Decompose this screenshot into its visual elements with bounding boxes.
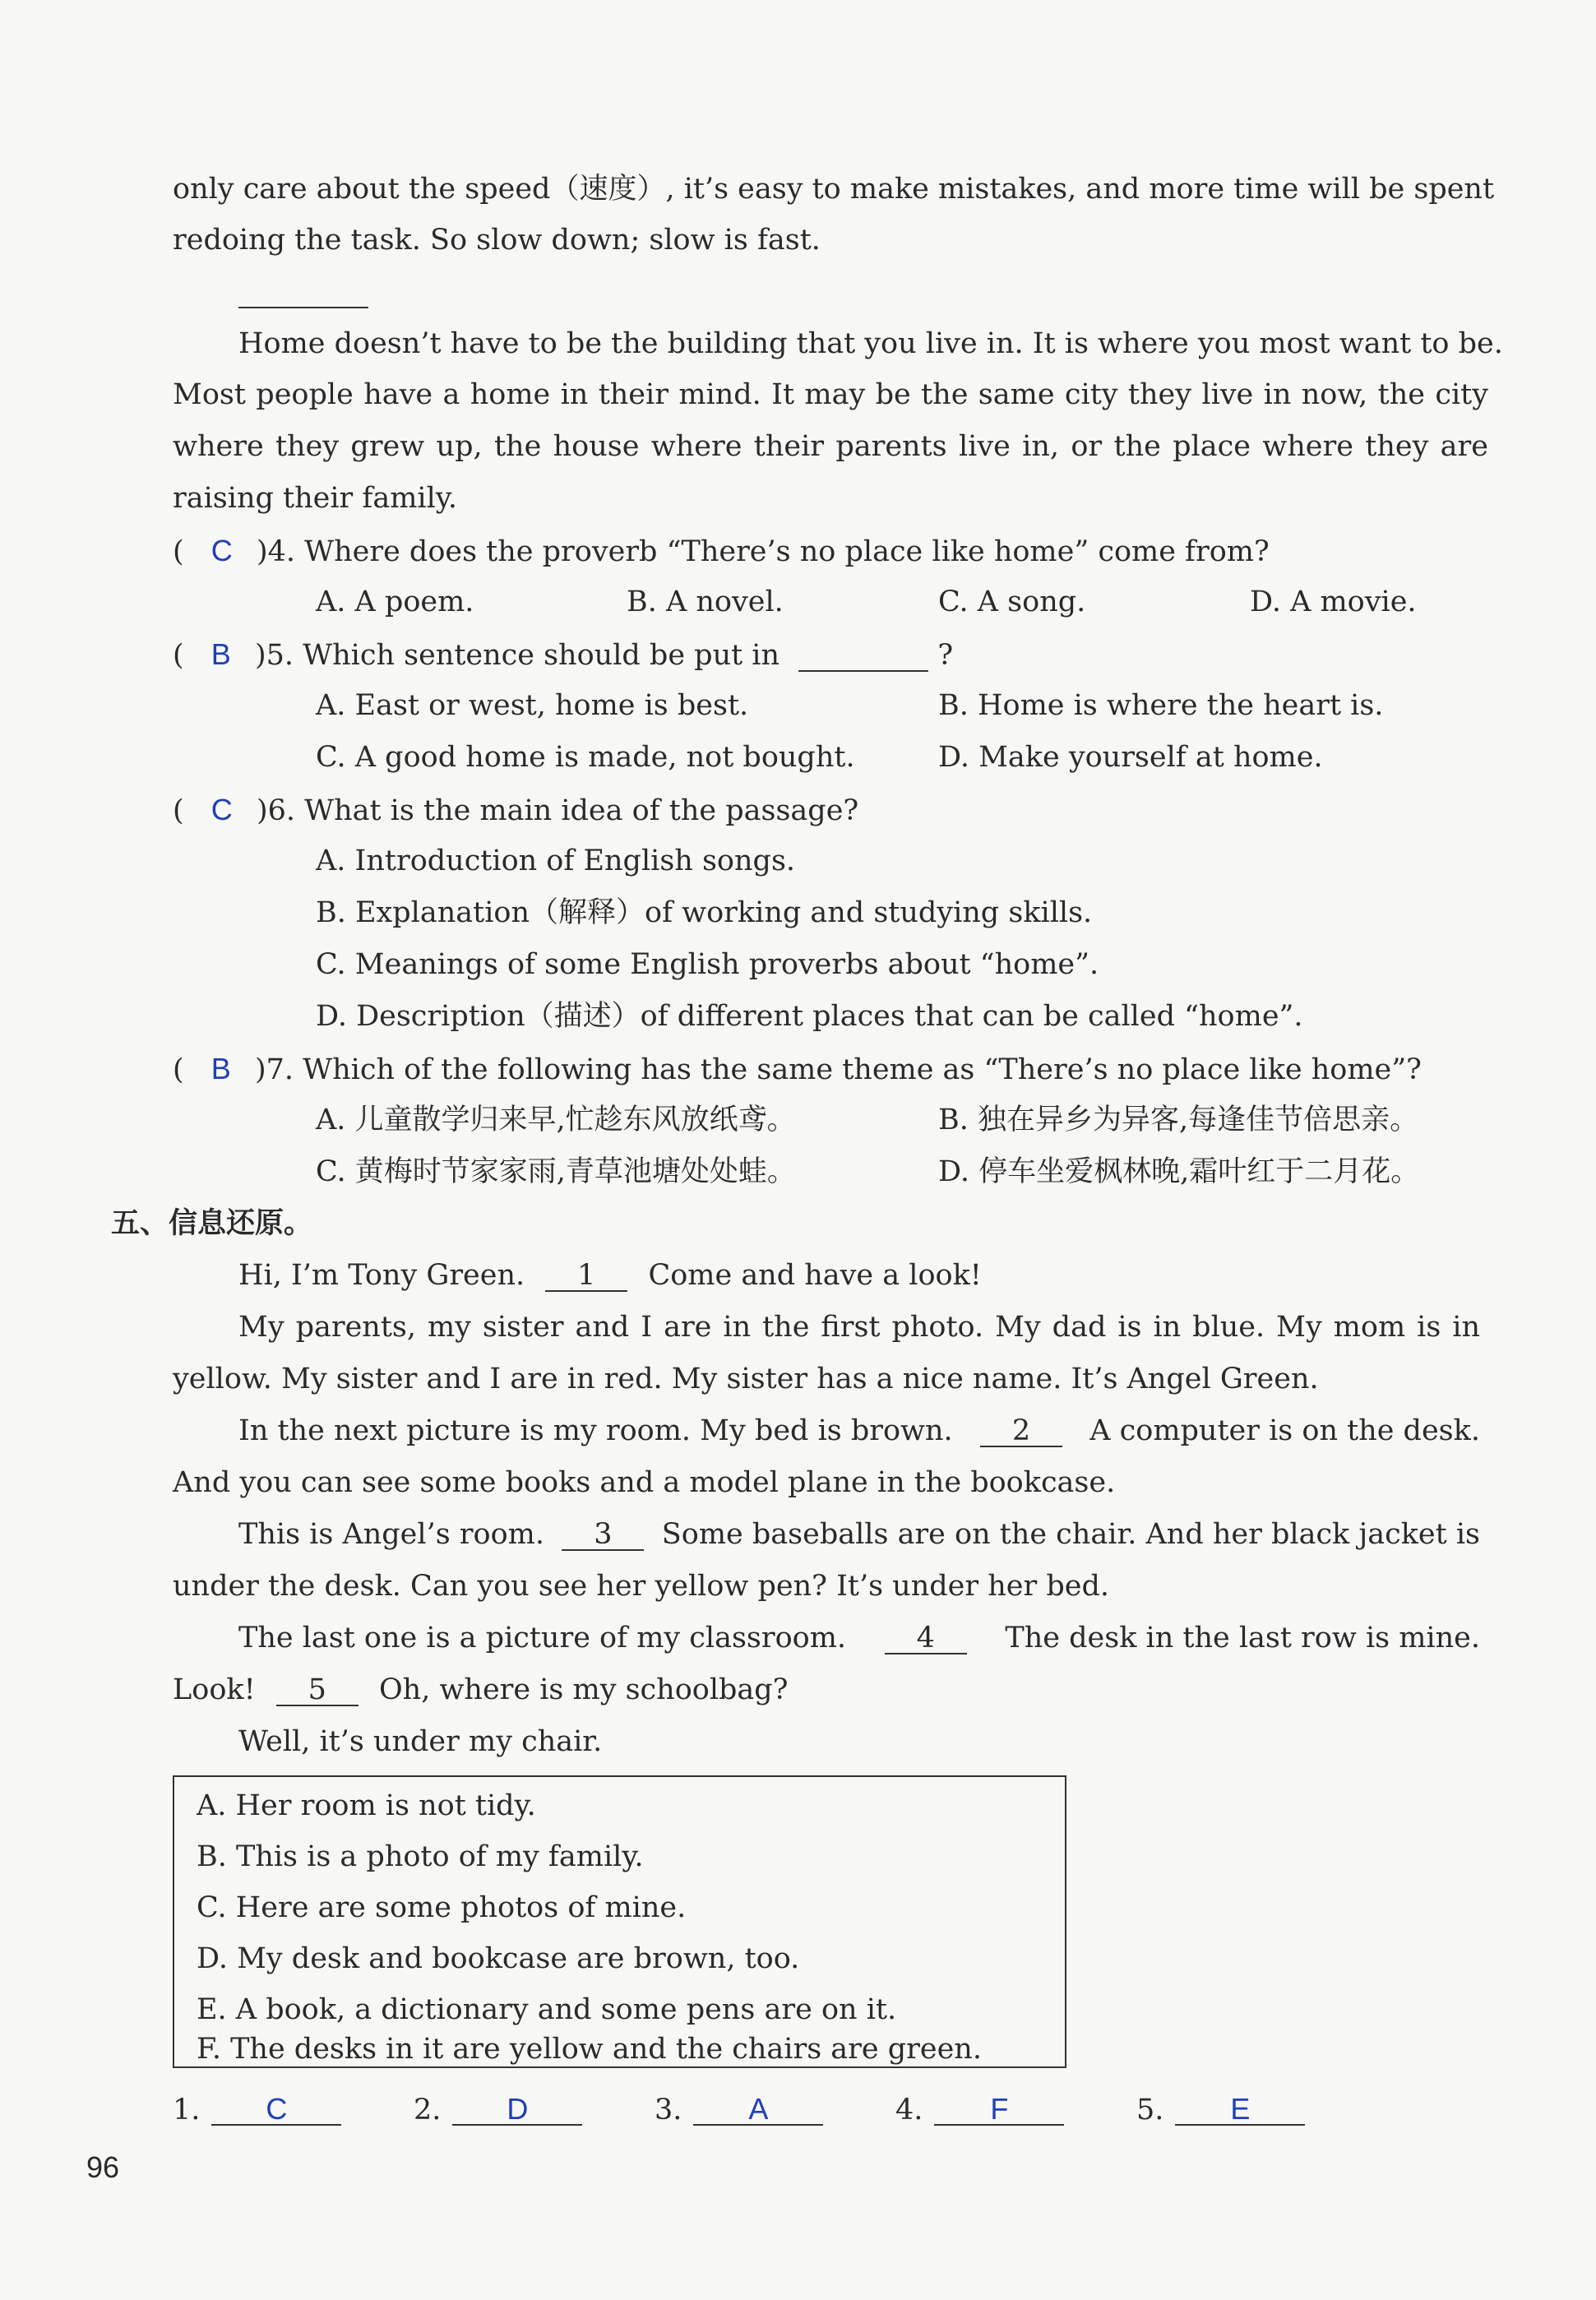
answer-slot-5-number: 5. (1136, 2094, 1164, 2126)
s5-paragraph-1 (238, 1261, 982, 1292)
q7-option-b: B. 独在异乡为异客,每逢佳节倍思亲。 (938, 1104, 1419, 1136)
box-option-f: F. The desks in it are yellow and the chairs are green. (197, 2033, 982, 2066)
s5-p1-before: Hi, I’m Tony Green. (238, 1259, 525, 1292)
s5-p3-after: A computer is on the desk. (1089, 1414, 1480, 1447)
s5-p3-before: In the next picture is my room. My bed is brown. (238, 1414, 953, 1447)
watermark-mark (238, 1048, 477, 1122)
q4-option-c: C. A song. (938, 585, 1086, 618)
answer-slot-4-number: 4. (895, 2094, 923, 2126)
page-number: 96 (86, 2150, 120, 2184)
answer-slot-5 (1136, 2094, 1305, 2126)
watermark-mark (169, 212, 407, 270)
q4-option-a: A. A poem. (316, 585, 474, 618)
q6-option-d: D. Description（描述）of different places that can be called “home”. (316, 1000, 1303, 1033)
answer-slot-2-number: 2. (414, 2094, 442, 2126)
box-option-a: A. Her room is not tidy. (197, 1789, 536, 1822)
question-6 (173, 795, 858, 826)
q5-option-a: A. East or west, home is best. (316, 689, 749, 722)
intro-line-1: only care about the speed（速度）, it’s easy to make mistakes, and more time will be spent (173, 173, 1495, 206)
options-box (173, 1775, 1066, 2068)
s5-p2-line-2: yellow. My sister and I are in red. My sister has a nice name. It’s Angel Green. (173, 1363, 1319, 1395)
box-option-d: D. My desk and bookcase are brown, too. (197, 1942, 800, 1975)
paren-open: ( (173, 1053, 184, 1086)
intro-line-2: redoing the task. So slow down; slow is fast. (173, 224, 821, 257)
answer-slot-1 (173, 2094, 341, 2126)
s5-p5-before: The last one is a picture of my classroom. (238, 1622, 847, 1654)
s5-p4-line-2: under the desk. Can you see her yellow pen? It’s under her bed. (173, 1570, 1109, 1603)
s5-p2-line-1: My parents, my sister and I are in the first photo. My dad is in blue. My mom is in (238, 1311, 1480, 1344)
blank-2-number: 2 (1011, 1414, 1031, 1447)
blank-2 (980, 1414, 1062, 1447)
s5-paragraph-6: Well, it’s under my chair. (238, 1725, 603, 1758)
q7-option-d: D. 停车坐爱枫林晚,霜叶红于二月花。 (938, 1155, 1420, 1188)
q7-option-a: A. 儿童散学归来早,忙趁东风放纸鸢。 (316, 1104, 796, 1136)
s5-p5-line-2 (173, 1673, 789, 1706)
answer-slot-2-value[interactable]: D (452, 2094, 582, 2126)
section-5-title: 五、信息还原。 (111, 1207, 313, 1240)
answer-6: C (210, 793, 233, 826)
answer-slot-4-value[interactable]: F (934, 2094, 1064, 2126)
passage-line-2: Most people have a home in their mind. It may be the same city they live in now, the city (173, 378, 1488, 411)
paren-open: ( (173, 794, 184, 827)
question-5 (173, 637, 954, 672)
box-option-e: E. A book, a dictionary and some pens are on it. (197, 1993, 897, 2026)
s5-p4-after: Some baseballs are on the chair. And her black jacket is (661, 1518, 1480, 1551)
answer-4: C (210, 534, 233, 567)
s5-p4-before: This is Angel’s room. (238, 1518, 544, 1551)
answer-slot-3 (655, 2094, 823, 2126)
blank-4-number: 4 (916, 1622, 935, 1654)
blank-4 (885, 1624, 967, 1654)
answer-slot-5-value[interactable]: E (1175, 2094, 1305, 2126)
s5-p5-after: The desk in the last row is mine. (1005, 1622, 1480, 1654)
blank-5 (276, 1673, 359, 1706)
blank-5-number: 5 (308, 1673, 326, 1706)
q6-option-b: B. Explanation（解释）of working and studying skills. (316, 896, 1093, 929)
q7-option-c: C. 黄梅时节家家雨,青草池塘处处蛙。 (316, 1155, 796, 1188)
answer-slot-3-value[interactable]: A (693, 2094, 823, 2126)
paren-open: ( (173, 535, 184, 568)
paren-open: ( (173, 639, 184, 672)
answer-7: B (210, 1052, 231, 1085)
blank-1 (545, 1261, 627, 1292)
passage-divider (238, 307, 368, 308)
answer-slot-4 (895, 2094, 1064, 2126)
s5-p5-look: Look! (173, 1673, 256, 1706)
question-4-stem: )4. Where does the proverb “There’s no place like home” come from? (256, 535, 1270, 568)
passage-line-3: where they grew up, the house where their parents live in, or the place where they are (173, 430, 1488, 463)
s5-p1-after: Come and have a look! (648, 1259, 982, 1292)
question-5-stem: )5. Which sentence should be put in (254, 639, 780, 672)
blank-3 (562, 1520, 644, 1551)
question-5-mark: ? (937, 639, 954, 672)
q4-option-b: B. A novel. (627, 585, 784, 618)
question-7-stem: )7. Which of the following has the same theme as “There’s no place like home”? (254, 1053, 1422, 1086)
question-5-blank[interactable] (798, 641, 928, 672)
s5-paragraph-5 (238, 1624, 1480, 1654)
q5-option-d: D. Make yourself at home. (938, 741, 1323, 774)
answer-slot-1-number: 1. (173, 2094, 201, 2126)
answer-5: B (210, 637, 231, 671)
passage-line-1: Home doesn’t have to be the building that you live in. It is where you most want to be. (238, 327, 1503, 360)
q4-option-d: D. A movie. (1250, 585, 1417, 618)
question-4 (173, 536, 1270, 567)
s5-p5-line2-after: Oh, where is my schoolbag? (378, 1673, 789, 1706)
q5-option-c: C. A good home is made, not bought. (316, 741, 855, 774)
box-option-c: C. Here are some photos of mine. (197, 1891, 687, 1924)
answer-slot-3-number: 3. (655, 2094, 682, 2126)
question-6-stem: )6. What is the main idea of the passage? (256, 794, 859, 827)
box-option-b: B. This is a photo of my family. (197, 1840, 644, 1873)
q6-option-c: C. Meanings of some English proverbs about “home”. (316, 948, 1099, 981)
passage-line-4: raising their family. (173, 482, 458, 515)
answer-slot-2 (414, 2094, 582, 2126)
s5-p3-line-2: And you can see some books and a model plane in the bookcase. (173, 1466, 1116, 1499)
answer-slot-1-value[interactable]: C (211, 2094, 341, 2126)
q5-option-b: B. Home is where the heart is. (938, 689, 1384, 722)
q6-option-a: A. Introduction of English songs. (316, 845, 796, 877)
s5-paragraph-4 (238, 1520, 1480, 1551)
blank-3-number: 3 (594, 1518, 613, 1551)
s5-paragraph-3 (238, 1414, 1480, 1447)
blank-1-number: 1 (577, 1259, 596, 1292)
